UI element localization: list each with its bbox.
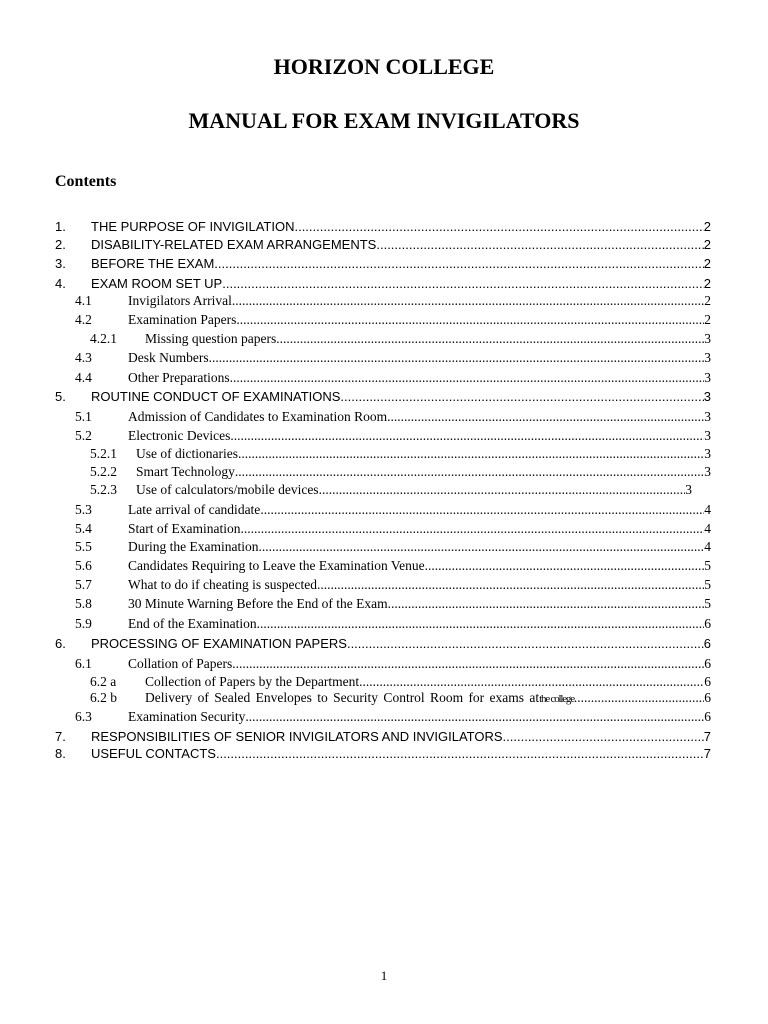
toc-entry-title[interactable]: BEFORE THE EXAM (91, 256, 215, 271)
toc-entry-number: 5.6 (75, 558, 92, 573)
toc-entry-number: 5.8 (75, 596, 92, 611)
toc-entry-page: 5 (704, 577, 711, 592)
toc-entry-title[interactable]: Missing question papers (145, 331, 277, 346)
toc-entry-number: 6. (55, 636, 66, 651)
toc-entry-title[interactable]: Examination Security (128, 709, 246, 724)
toc-leader-dots (240, 521, 704, 537)
toc-entry-number: 5. (55, 389, 66, 404)
toc-entry-number: 6.2 a (90, 674, 117, 689)
toc-entry[interactable] (75, 370, 711, 388)
toc-leader-dots (317, 577, 704, 593)
college-title: HORIZON COLLEGE (273, 54, 495, 79)
toc-entry-number: 5.2.2 (90, 464, 117, 479)
toc-leader-dots (245, 709, 704, 725)
toc-entry-page: 3 (704, 409, 711, 424)
toc-entry-title[interactable]: DISABILITY-RELATED EXAM ARRANGEMENTS (91, 237, 377, 252)
toc-entry-page: 2 (703, 237, 711, 252)
toc-entry[interactable] (75, 558, 711, 576)
toc-entry-number: 5.2.3 (90, 482, 117, 497)
toc-entry-number: 4.2.1 (90, 331, 117, 346)
toc-entry[interactable] (55, 729, 711, 747)
toc-entry-title[interactable]: Invigilators Arrival (128, 293, 232, 308)
toc-leader-dots (574, 690, 704, 706)
toc-entry-number: 5.3 (75, 502, 92, 517)
toc-entry-title[interactable]: PROCESSING OF EXAMINATION PAPERS (91, 636, 347, 651)
toc-leader-dots (214, 256, 703, 271)
toc-entry[interactable] (90, 690, 711, 708)
toc-entry[interactable] (55, 746, 711, 764)
toc-leader-dots (232, 293, 704, 309)
toc-entry[interactable] (75, 502, 711, 520)
toc-entry-title[interactable]: During the Examination (128, 539, 259, 554)
toc-entry-number: 5.1 (75, 409, 92, 424)
toc-leader-dots (230, 370, 705, 386)
toc-entry-number: 6.1 (75, 656, 92, 671)
toc-leader-dots (230, 428, 704, 444)
toc-entry-number: 4. (55, 276, 66, 291)
toc-entry[interactable] (55, 256, 711, 274)
toc-entry-page: 2 (704, 312, 711, 327)
toc-entry[interactable] (75, 577, 711, 595)
toc-entry-page: 5 (704, 596, 711, 611)
toc-entry-title[interactable]: Electronic Devices (128, 428, 231, 443)
toc-entry-page: 4 (704, 539, 711, 554)
toc-entry[interactable] (90, 331, 711, 349)
toc-entry-title[interactable]: Use of calculators/mobile devices (136, 482, 319, 497)
toc-leader-dots (260, 502, 704, 518)
toc-entry-page: 5 (704, 558, 711, 573)
toc-entry-title[interactable]: ROUTINE CONDUCT OF EXAMINATIONS (91, 389, 341, 404)
toc-leader-dots (347, 636, 704, 651)
toc-entry-number: 8. (55, 746, 66, 761)
toc-entry[interactable] (75, 616, 711, 634)
toc-entry-title[interactable]: Use of dictionaries (136, 446, 238, 461)
toc-entry[interactable] (55, 237, 711, 255)
toc-entry-number: 5.9 (75, 616, 92, 631)
toc-entry-title[interactable]: What to do if cheating is suspected (128, 577, 317, 592)
toc-entry[interactable] (90, 446, 711, 464)
toc-entry-title[interactable]: Candidates Requiring to Leave the Examination Venue (128, 558, 425, 573)
toc-entry-page: 6 (704, 690, 711, 705)
toc-entry[interactable] (55, 636, 711, 654)
toc-entry-page: 3 (704, 370, 711, 385)
toc-entry-title[interactable]: Start of Examination (128, 521, 241, 536)
toc-entry-page: 6 (704, 674, 711, 689)
toc-entry-number: 1. (55, 219, 66, 234)
toc-entry-page: 2 (703, 256, 711, 271)
toc-leader-dots (258, 539, 704, 555)
toc-entry-title[interactable]: RESPONSIBILITIES OF SENIOR INVIGILATORS AND INVIGILATORS (91, 729, 503, 744)
toc-entry-number: 2. (55, 237, 66, 252)
toc-leader-dots (276, 331, 704, 347)
toc-entry-page: 7 (703, 746, 711, 761)
toc-entry-number: 4.3 (75, 350, 92, 365)
toc-entry[interactable] (55, 276, 711, 294)
toc-entry[interactable] (75, 539, 711, 557)
toc-entry-title[interactable]: Collection of Papers by the Department (145, 674, 360, 689)
toc-entry[interactable] (75, 656, 711, 674)
toc-leader-dots (236, 312, 704, 328)
toc-entry-number: 3. (55, 256, 66, 271)
toc-entry-title[interactable]: End of the Examination (128, 616, 257, 631)
toc-entry-page: 6 (704, 616, 711, 631)
toc-entry-page: 2 (703, 276, 711, 291)
toc-entry-number: 4.2 (75, 312, 92, 327)
toc-entry-title[interactable]: THE PURPOSE OF INVIGILATION (91, 219, 295, 234)
toc-entry-number: 4.4 (75, 370, 92, 385)
toc-leader-dots (238, 446, 704, 462)
toc-entry-page: 6 (704, 656, 711, 671)
toc-entry[interactable] (75, 312, 711, 330)
toc-entry[interactable] (75, 350, 711, 368)
toc-entry-page: 2 (704, 293, 711, 308)
toc-entry-page: 3 (703, 389, 711, 404)
toc-leader-dots (425, 558, 705, 574)
toc-entry-number: 7. (55, 729, 66, 744)
toc-entry[interactable] (90, 482, 692, 500)
toc-entry-page: 6 (704, 709, 711, 724)
toc-leader-dots (503, 729, 704, 744)
toc-leader-dots (209, 350, 705, 366)
toc-entry-page: 4 (704, 521, 711, 536)
toc-entry[interactable] (90, 464, 711, 482)
toc-leader-dots (216, 746, 704, 761)
toc-entry-title[interactable]: 30 Minute Warning Before the End of the Exam (128, 596, 388, 611)
toc-entry-title[interactable]: Smart Technology (136, 464, 235, 479)
toc-entry-page: 3 (704, 464, 711, 479)
toc-entry-page: 2 (703, 219, 711, 234)
toc-entry-page: 7 (703, 729, 711, 744)
toc-entry-title[interactable]: Examination Papers (128, 312, 237, 327)
toc-leader-dots (340, 389, 703, 404)
contents-heading: Contents (55, 173, 117, 190)
toc-entry-number: 5.4 (75, 521, 92, 536)
toc-entry-title[interactable]: EXAM ROOM SET UP (91, 276, 223, 291)
toc-leader-dots (257, 616, 705, 632)
toc-entry-page: 3 (704, 446, 711, 461)
toc-entry-title[interactable]: USEFUL CONTACTS (91, 746, 216, 761)
toc-leader-dots (222, 276, 704, 291)
toc-entry-title-tail: the college (539, 693, 574, 705)
page-number: 1 (380, 968, 388, 983)
toc-leader-dots (388, 596, 705, 612)
toc-entry[interactable] (75, 409, 711, 427)
toc-entry-number: 6.2 b (90, 690, 117, 705)
toc-leader-dots (232, 656, 704, 672)
toc-leader-dots (235, 464, 704, 480)
toc-entry[interactable] (55, 219, 711, 237)
toc-leader-dots (359, 674, 704, 690)
toc-entry[interactable] (75, 596, 711, 614)
toc-entry-number: 4.1 (75, 293, 92, 308)
toc-entry-number: 5.2 (75, 428, 92, 443)
toc-entry-page: 3 (704, 428, 711, 443)
toc-entry[interactable] (75, 428, 711, 446)
manual-title: MANUAL FOR EXAM INVIGILATORS (188, 108, 580, 133)
toc-entry-title[interactable]: Late arrival of candidate (128, 502, 261, 517)
toc-entry-number: 5.5 (75, 539, 92, 554)
toc-entry[interactable] (55, 389, 711, 407)
toc-entry-title[interactable]: Delivery of Sealed Envelopes to Security Control Room for exams at (145, 690, 540, 705)
toc-entry[interactable] (75, 293, 711, 311)
toc-entry-title[interactable]: Admission of Candidates to Examination Room (128, 409, 388, 424)
toc-entry-number: 5.7 (75, 577, 92, 592)
toc-entry-title[interactable]: Other Preparations (128, 370, 230, 385)
toc-leader-dots (294, 219, 703, 234)
toc-entry-number: 6.3 (75, 709, 92, 724)
toc-leader-dots (319, 482, 686, 498)
toc-entry-page: 3 (704, 331, 711, 346)
toc-entry-page: 3 (685, 482, 692, 497)
toc-leader-dots (376, 237, 703, 252)
toc-entry-title[interactable]: Desk Numbers (128, 350, 209, 365)
toc-entry-title[interactable]: Collation of Papers (128, 656, 233, 671)
toc-entry-page: 4 (704, 502, 711, 517)
toc-entry-page: 3 (704, 350, 711, 365)
toc-entry-page: 6 (703, 636, 711, 651)
toc-entry-number: 5.2.1 (90, 446, 117, 461)
toc-leader-dots (387, 409, 704, 425)
toc-entry[interactable] (75, 521, 711, 539)
toc-entry[interactable] (75, 709, 711, 727)
